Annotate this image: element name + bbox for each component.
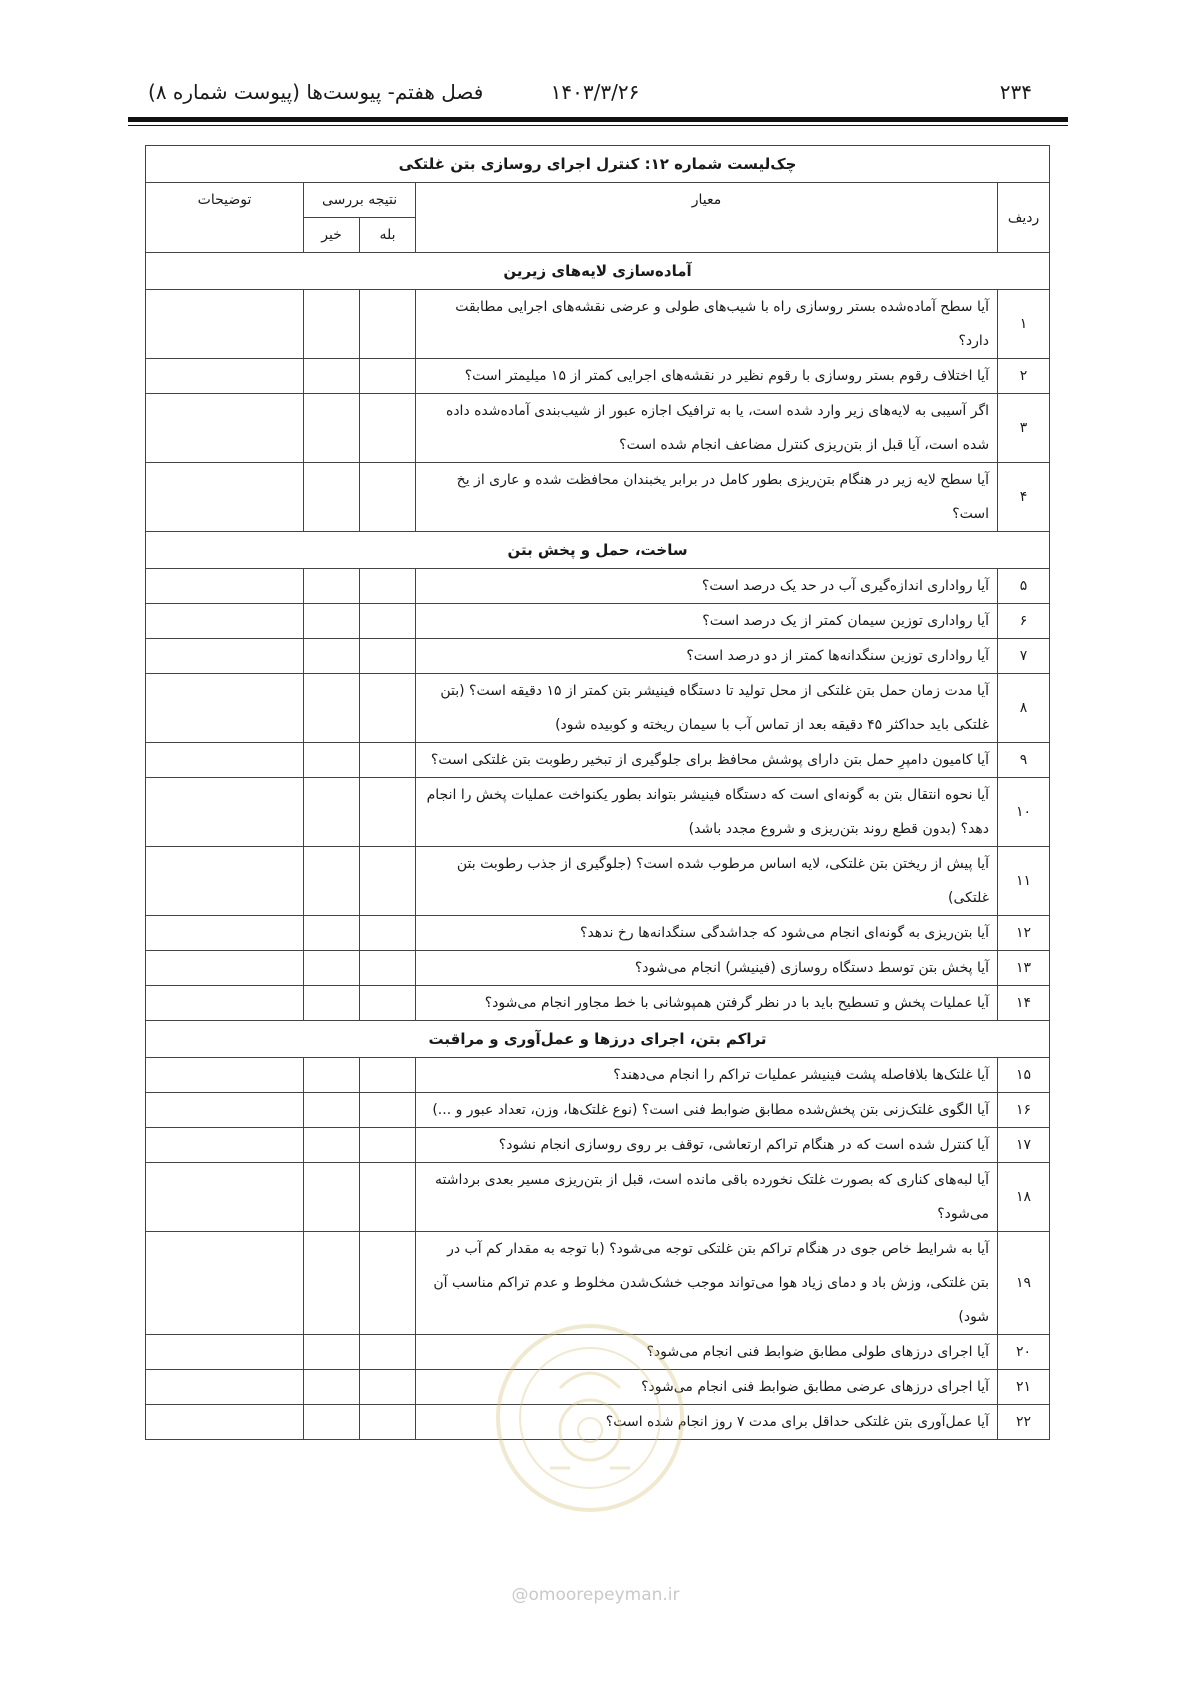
no-cell[interactable]: [304, 290, 360, 359]
yes-cell[interactable]: [360, 463, 416, 532]
notes-cell[interactable]: [146, 951, 304, 986]
no-cell[interactable]: [304, 916, 360, 951]
section-title: ساخت، حمل و پخش بتن: [146, 532, 1050, 569]
row-number: ۵: [998, 569, 1050, 604]
criterion-text: آیا سطح لایه زیر در هنگام بتن‌ریزی بطور کامل در برابر یخبندان محافظت شده و عاری از یخ است؟: [416, 463, 998, 532]
table-row: [146, 743, 1050, 778]
notes-cell[interactable]: [146, 674, 304, 743]
page-number: ۲۳۴: [999, 80, 1032, 104]
table-row: [146, 1128, 1050, 1163]
header-rule-thin: [128, 125, 1068, 126]
criterion-text: آیا کامیون دامپرِ حمل بتن دارای پوشش محافظ برای جلوگیری از تبخیر رطوبت بتن غلتکی است؟: [416, 743, 998, 778]
column-header-row: [146, 183, 1050, 218]
yes-cell[interactable]: [360, 778, 416, 847]
no-cell[interactable]: [304, 778, 360, 847]
row-number: ۱: [998, 290, 1050, 359]
notes-cell[interactable]: [146, 743, 304, 778]
criterion-text: آیا نحوه انتقال بتن به گونه‌ای است که دستگاه فینیشر بتواند بطور یکنواخت عملیات پخش را انجام دهد؟ (بدون قطع روند بتن‌ریزی و شروع مجدد باشد): [416, 778, 998, 847]
no-cell[interactable]: [304, 1370, 360, 1405]
criterion-text: آیا رواداری توزین سنگدانه‌ها کمتر از دو درصد است؟: [416, 639, 998, 674]
criterion-text: آیا پیش از ریختن بتن غلتکی، لایه اساس مرطوب شده است؟ (جلوگیری از جذب رطوبت بتن غلتکی): [416, 847, 998, 916]
table-row: [146, 1058, 1050, 1093]
section-row: [146, 253, 1050, 290]
criterion-text: آیا مدت زمان حمل بتن غلتکی از محل تولید تا دستگاه فینیشر بتن کمتر از ۱۵ دقیقه است؟ (بتن غلتکی باید حداکثر ۴۵ دقیقه بعد از تماس آب با سیمان ریخته و کوبیده شود): [416, 674, 998, 743]
notes-cell[interactable]: [146, 847, 304, 916]
no-cell[interactable]: [304, 1163, 360, 1232]
row-number: ۱۲: [998, 916, 1050, 951]
table-row: [146, 604, 1050, 639]
row-number: ۱۳: [998, 951, 1050, 986]
yes-cell[interactable]: [360, 674, 416, 743]
criterion-text: آیا لبه‌های کناری که بصورت غلتک نخورده باقی مانده است، قبل از بتن‌ریزی مسیر بعدی برداشته می‌شود؟: [416, 1163, 998, 1232]
row-number: ۳: [998, 394, 1050, 463]
notes-cell[interactable]: [146, 986, 304, 1021]
checklist-table: [145, 145, 1050, 1440]
row-number: ۱۸: [998, 1163, 1050, 1232]
yes-cell[interactable]: [360, 1335, 416, 1370]
no-cell[interactable]: [304, 1335, 360, 1370]
yes-cell[interactable]: [360, 604, 416, 639]
notes-cell[interactable]: [146, 1163, 304, 1232]
table-row: [146, 1093, 1050, 1128]
notes-cell[interactable]: [146, 1232, 304, 1335]
section-row: [146, 532, 1050, 569]
table-row: [146, 674, 1050, 743]
col-header-row-number: ردیف: [998, 183, 1050, 253]
no-cell[interactable]: [304, 743, 360, 778]
row-number: ۲۰: [998, 1335, 1050, 1370]
table-row: [146, 290, 1050, 359]
col-header-criterion: معیار: [416, 183, 998, 253]
table-title-row: [146, 146, 1050, 183]
header-date: ۱۴۰۳/۳/۲۶: [550, 80, 640, 104]
table-row: [146, 394, 1050, 463]
criterion-text: آیا رواداری توزین سیمان کمتر از یک درصد است؟: [416, 604, 998, 639]
criterion-text: آیا به شرایط خاص جوی در هنگام تراکم بتن غلتکی توجه می‌شود؟ (با توجه به مقدار کم آب در بتن غلتکی، وزش باد و دمای زیاد هوا می‌تواند موجب خشک‌شدن مخلوط و عدم تراکم مناسب آن شود): [416, 1232, 998, 1335]
notes-cell[interactable]: [146, 290, 304, 359]
yes-cell[interactable]: [360, 290, 416, 359]
no-cell[interactable]: [304, 1058, 360, 1093]
yes-cell[interactable]: [360, 1370, 416, 1405]
yes-cell[interactable]: [360, 569, 416, 604]
notes-cell[interactable]: [146, 778, 304, 847]
yes-cell[interactable]: [360, 394, 416, 463]
yes-cell[interactable]: [360, 1093, 416, 1128]
no-cell[interactable]: [304, 394, 360, 463]
no-cell[interactable]: [304, 1128, 360, 1163]
page-header: [120, 72, 1070, 112]
yes-cell[interactable]: [360, 1232, 416, 1335]
row-number: ۱۵: [998, 1058, 1050, 1093]
criterion-text: آیا عمل‌آوری بتن غلتکی حداقل برای مدت ۷ روز انجام شده است؟: [416, 1405, 998, 1440]
notes-cell[interactable]: [146, 639, 304, 674]
table-row: [146, 951, 1050, 986]
section-title: تراکم بتن، اجرای درزها و عمل‌آوری و مراقبت: [146, 1021, 1050, 1058]
notes-cell[interactable]: [146, 1128, 304, 1163]
row-number: ۲۱: [998, 1370, 1050, 1405]
row-number: ۶: [998, 604, 1050, 639]
seal-watermark-icon: [490, 1318, 690, 1518]
no-cell[interactable]: [304, 847, 360, 916]
criterion-text: آیا رواداری اندازه‌گیری آب در حد یک درصد است؟: [416, 569, 998, 604]
notes-cell[interactable]: [146, 359, 304, 394]
yes-cell[interactable]: [360, 1128, 416, 1163]
no-cell[interactable]: [304, 1405, 360, 1440]
table-row: [146, 1163, 1050, 1232]
notes-cell[interactable]: [146, 569, 304, 604]
notes-cell[interactable]: [146, 463, 304, 532]
col-header-yes: بله: [360, 218, 416, 253]
criterion-text: آیا پخش بتن توسط دستگاه روسازی (فینیشر) انجام می‌شود؟: [416, 951, 998, 986]
notes-cell[interactable]: [146, 1093, 304, 1128]
col-header-result: نتیجه بررسی: [304, 183, 416, 218]
notes-cell[interactable]: [146, 394, 304, 463]
no-cell[interactable]: [304, 1093, 360, 1128]
yes-cell[interactable]: [360, 986, 416, 1021]
row-number: ۲: [998, 359, 1050, 394]
yes-cell[interactable]: [360, 1405, 416, 1440]
no-cell[interactable]: [304, 463, 360, 532]
header-rule-thick: [128, 117, 1068, 122]
notes-cell[interactable]: [146, 1370, 304, 1405]
notes-cell[interactable]: [146, 1058, 304, 1093]
yes-cell[interactable]: [360, 951, 416, 986]
table-row: [146, 639, 1050, 674]
row-number: ۹: [998, 743, 1050, 778]
notes-cell[interactable]: [146, 1405, 304, 1440]
row-number: ۲۲: [998, 1405, 1050, 1440]
chapter-title: فصل هفتم- پیوست‌ها (پیوست شماره ۸): [148, 80, 484, 104]
criterion-text: آیا اختلاف رقوم بستر روسازی با رقوم نظیر در نقشه‌های اجرایی کمتر از ۱۵ میلیمتر است؟: [416, 359, 998, 394]
row-number: ۱۴: [998, 986, 1050, 1021]
criterion-text: آیا اجرای درزهای عرضی مطابق ضوابط فنی انجام می‌شود؟: [416, 1370, 998, 1405]
notes-cell[interactable]: [146, 916, 304, 951]
table-row: [146, 463, 1050, 532]
row-number: ۸: [998, 674, 1050, 743]
criterion-text: اگر آسیبی به لایه‌های زیر وارد شده است، یا به ترافیک اجازه عبور از شیب‌بندی آماده‌شده داده شده است، آیا قبل از بتن‌ریزی کنترل مضاعف انجام شده است؟: [416, 394, 998, 463]
yes-cell[interactable]: [360, 916, 416, 951]
no-cell[interactable]: [304, 951, 360, 986]
criterion-text: آیا بتن‌ریزی به گونه‌ای انجام می‌شود که جداشدگی سنگدانه‌ها رخ ندهد؟: [416, 916, 998, 951]
yes-cell[interactable]: [360, 1163, 416, 1232]
yes-cell[interactable]: [360, 359, 416, 394]
checklist-title: چک‌لیست شماره ۱۲: کنترل اجرای روسازی بتن غلتکی: [146, 146, 1050, 183]
row-number: ۱۷: [998, 1128, 1050, 1163]
section-title: آماده‌سازی لایه‌های زیرین: [146, 253, 1050, 290]
no-cell[interactable]: [304, 986, 360, 1021]
section-row: [146, 1021, 1050, 1058]
col-header-no: خیر: [304, 218, 360, 253]
no-cell[interactable]: [304, 674, 360, 743]
row-number: ۴: [998, 463, 1050, 532]
no-cell[interactable]: [304, 359, 360, 394]
yes-cell[interactable]: [360, 1058, 416, 1093]
no-cell[interactable]: [304, 604, 360, 639]
criterion-text: آیا اجرای درزهای طولی مطابق ضوابط فنی انجام می‌شود؟: [416, 1335, 998, 1370]
yes-cell[interactable]: [360, 639, 416, 674]
row-number: ۱۹: [998, 1232, 1050, 1335]
no-cell[interactable]: [304, 1232, 360, 1335]
criterion-text: آیا کنترل شده است که در هنگام تراکم ارتعاشی، توقف بر روی روسازی انجام نشود؟: [416, 1128, 998, 1163]
table-row: [146, 778, 1050, 847]
row-number: ۱۰: [998, 778, 1050, 847]
table-row: [146, 847, 1050, 916]
notes-cell[interactable]: [146, 1335, 304, 1370]
criterion-text: آیا الگوی غلتک‌زنی بتن پخش‌شده مطابق ضوابط فنی است؟ (نوع غلتک‌ها، وزن، تعداد عبور و ...): [416, 1093, 998, 1128]
notes-cell[interactable]: [146, 604, 304, 639]
table-row: [146, 986, 1050, 1021]
no-cell[interactable]: [304, 639, 360, 674]
col-header-notes: توضیحات: [146, 183, 304, 253]
yes-cell[interactable]: [360, 743, 416, 778]
table-row: [146, 359, 1050, 394]
table-row: [146, 569, 1050, 604]
table-row: [146, 916, 1050, 951]
criterion-text: آیا عملیات پخش و تسطیح باید با در نظر گرفتن همپوشانی با خط مجاور انجام می‌شود؟: [416, 986, 998, 1021]
row-number: ۱۶: [998, 1093, 1050, 1128]
criterion-text: آیا سطح آماده‌شده بستر روسازی راه با شیب‌های طولی و عرضی نقشه‌های اجرایی مطابقت دارد؟: [416, 290, 998, 359]
row-number: ۱۱: [998, 847, 1050, 916]
criterion-text: آیا غلتک‌ها بلافاصله پشت فینیشر عملیات تراکم را انجام می‌دهند؟: [416, 1058, 998, 1093]
no-cell[interactable]: [304, 569, 360, 604]
yes-cell[interactable]: [360, 847, 416, 916]
watermark-url: @omoorepeyman.ir: [511, 1585, 680, 1605]
row-number: ۷: [998, 639, 1050, 674]
